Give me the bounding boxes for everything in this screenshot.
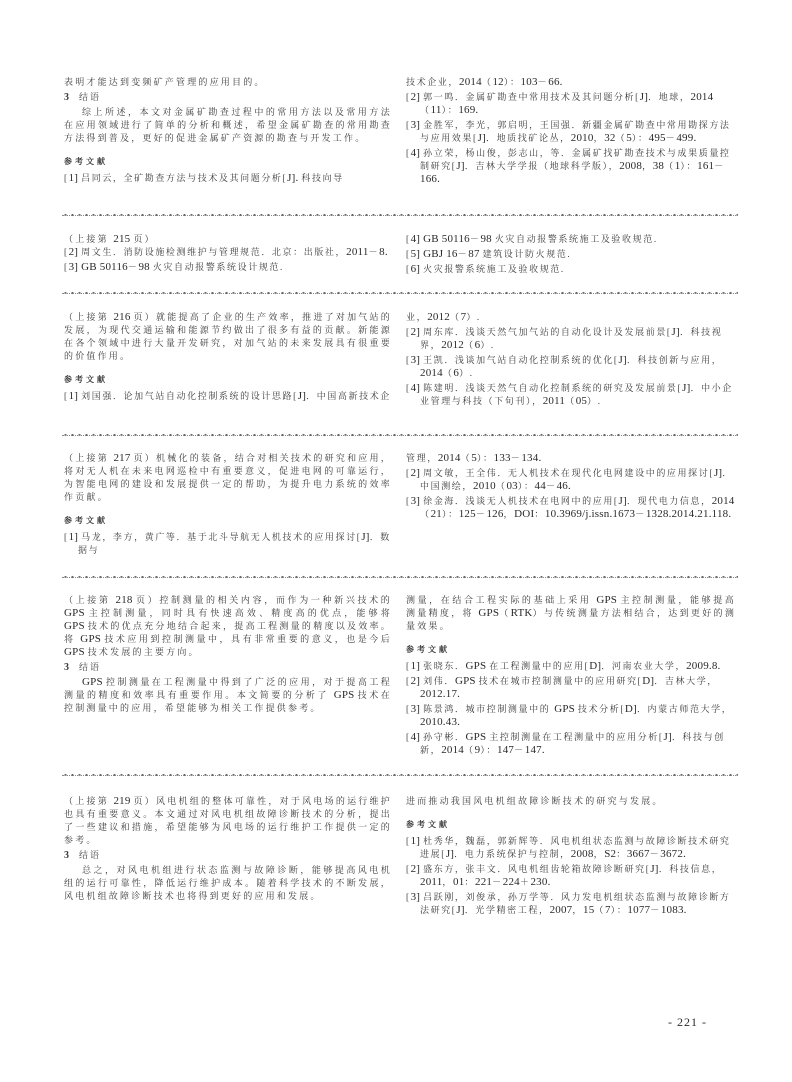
reference-item: [1] 吕同云，全矿勘查方法与技术及其问题分析[J]. 科技向导: [64, 172, 344, 184]
section-number: 3: [64, 92, 71, 103]
reference-item: 技术企业，2014（12）：103－66.: [406, 76, 563, 88]
reference-item: [2] 郭一鸣．金属矿勘查中常用技术及其问题分析[J]．地球，2014（11）：169.: [406, 91, 714, 116]
reference-item: [3] GB 50116－98 火灾自动报警系统设计规范.: [64, 261, 284, 273]
reference-item: [2] 周东库．浅谈天然气加气站的自动化设计及发展前景[J]．科技视界，2012（6）.: [406, 326, 723, 351]
body-paragraph: （上接第 215 页）: [64, 233, 156, 245]
body-paragraph: 表明才能达到变频矿产管理的应用目的。: [64, 77, 266, 87]
section-number: 3: [64, 850, 71, 861]
dotted-separator: [62, 432, 738, 438]
reference-item: [3] 吕跃刚，刘俊承，孙万学等．风力发电机组状态监测与故障诊断方法研究[J]．光学精密工程，2007，15（7）：1077－1083.: [406, 891, 731, 916]
reference-item: [2] 周文敏，王全伟．无人机技术在现代化电网建设中的应用探讨[J]．中国测绘，2010（03）：44－46.: [406, 467, 733, 492]
body-paragraph: 总之，对风电机组进行状态监测与故障诊断，能够提高风电机组的运行可靠性，降低运行维护成本。随着科学技术的不断发展，风电机组故障诊断技术也将得到更好的应用和发展。: [64, 865, 392, 901]
left-column: [64, 76, 392, 187]
left-column: [64, 311, 392, 405]
dotted-separator: [62, 290, 738, 296]
reference-item: 管理，2014（5）：133－134.: [406, 452, 542, 464]
reference-item: [6] 火灾报警系统施工及验收规范.: [406, 263, 565, 275]
reference-item: [5] GBJ 16－87 建筑设计防火规范.: [406, 248, 572, 260]
dotted-separator: [62, 772, 738, 778]
body-paragraph: （上接第 219 页）风电机组的整体可靠性，对于风电场的运行维护也具有重要意义。本文通过对风电机组故障诊断技术的分析，提出了一些建议和措施，希望能够为风电场的运行维护工作提供一定的参考。: [64, 795, 392, 845]
reference-item: [3] 王凯．浅谈加气站自动化控制系统的优化[J]．科技创新与应用，2014（6）.: [406, 354, 723, 379]
right-column: [406, 233, 736, 278]
body-paragraph: （上接第 216 页）就能提高了企业的生产效率，推进了对加气站的发展，为现代交通运输和能源节约做出了很多有益的贡献。新能源在各个领域中进行大量开发研究，对加气站的未来发展具有很重要的价值作用。: [64, 311, 392, 361]
dotted-separator: [62, 574, 738, 580]
body-paragraph: （上接第 218 页）控制测量的相关内容，而作为一种新兴技术的 GPS 主控制测量，同时具有快速高效、精度高的优点，能够将 GPS 技术的优点充分地结合起来，提高工程测量的精度以及效率。将 GPS 技术应用到控制测量中，具有非常重要的意义，也是今后 GPS 技术发展的主要方向。: [64, 594, 393, 658]
section-number: 3: [64, 662, 71, 673]
right-column: [406, 76, 736, 188]
reference-item: [2] 周文生．消防设施检测维护与管理规范．北京：出版社，2011－8.: [64, 246, 388, 258]
reference-item: [3] 陈景鸿．城市控制测量中的 GPS 技术分析[D]．内蒙古师范大学，2010.43.: [406, 703, 733, 728]
section-title: 结语: [79, 662, 102, 672]
reference-item: 业，2012（7）.: [406, 311, 481, 323]
reference-item: [1] 刘国强．论加气站自动化控制系统的设计思路[J]．中国高新技术企: [64, 390, 391, 402]
section-heading: [64, 849, 392, 862]
references-heading: 参考文献: [64, 157, 108, 166]
right-column: [406, 594, 736, 759]
reference-item: [2] 刘伟．GPS 技术在城市控制测量中的应用研究[D]．吉林大学，2012.17.: [406, 675, 718, 700]
references-heading: 参考文献: [64, 516, 108, 525]
body-paragraph: GPS 控制测量在工程测量中得到了广泛的应用，对于提高工程测量的精度和效率具有重要作用。本文简要的分析了 GPS 技术在控制测量中的应用，希望能够为相关工作提供参考。: [64, 676, 393, 713]
section-heading: [64, 661, 392, 674]
reference-item: [4] 孙立荣，杨山俊，彭志山，等．金属矿找矿勘查技术与成果质量控制研究[J]．吉林大学学报（地球科学版），2008，38（1）：161－166.: [406, 147, 731, 185]
left-column: [64, 233, 392, 276]
left-column: [64, 452, 392, 559]
body-paragraph: 进而推动我国风电机组故障诊断技术的研究与发展。: [406, 796, 664, 806]
dotted-separator: [62, 212, 738, 218]
reference-item: [4] 孙守彬．GPS 主控制测量在工程测量中的应用分析[J]．科技与创新，2014（9）：147－147.: [406, 731, 725, 756]
reference-item: [1] 马龙，李方，黄广等．基于北斗导航无人机技术的应用探讨[J]．数据与: [64, 531, 391, 555]
reference-item: [1] 张晓东．GPS 在工程测量中的应用[D]．河南农业大学，2009.8.: [406, 660, 721, 672]
right-column: [406, 795, 736, 919]
reference-item: [4] 陈建明．浅谈天然气自动化控制系统的研究及发展前景[J]．中小企业管理与科技（下旬刊），2011（05）.: [406, 382, 733, 407]
body-paragraph: 测量，在结合工程实际的基础上采用 GPS 主控制测量，能够提高测量精度，将 GPS（RTK）与传统测量方法相结合，达到更好的测量效果。: [406, 594, 737, 631]
section-heading: [64, 91, 392, 104]
left-column: [64, 795, 392, 903]
reference-item: [3] 徐金海．浅谈无人机技术在电网中的应用[J]．现代电力信息，2014（21）：125－126，DOI：10.3969/j.issn.1673－1328.2014.21.118.: [406, 495, 735, 520]
body-paragraph: 综上所述，本文对金属矿勘查过程中的常用方法以及常用方法在应用领域进行了简单的分析和概述，希望金属矿勘查的常用勘查方法得到普及，更好的促进金属矿产资源的勘查与开发工作。: [64, 107, 392, 143]
reference-item: [1] 杜秀华，魏磊，郭新辉等．风电机组状态监测与故障诊断技术研究进展[J]．电力系统保护与控制，2008，S2：3667－3672.: [406, 835, 731, 860]
reference-item: [3] 金胜军，李光，郭启明，王国强．新疆金属矿勘查中常用勘探方法与应用效果[J]．地质找矿论丛，2010，32（5）：495－499.: [406, 119, 731, 144]
references-heading: 参考文献: [64, 375, 108, 384]
reference-item: [2] 盛东方，张丰文．风电机组齿轮箱故障诊断研究[J]．科技信息，2011，01：221－224＋230.: [406, 863, 723, 888]
section-title: 结语: [79, 850, 102, 860]
section-title: 结语: [79, 92, 102, 102]
left-column: [64, 594, 392, 715]
references-heading: 参考文献: [406, 645, 450, 654]
right-column: [406, 311, 736, 410]
body-paragraph: （上接第 217 页）机械化的装备，结合对相关技术的研究和应用，将对无人机在未来电网巡检中有重要意义，促进电网的可靠运行，为智能电网的建设和发展提供一定的帮助，为提升电力系统的效率作贡献。: [64, 452, 392, 502]
reference-item: [4] GB 50116－98 火灾自动报警系统施工及验收规范.: [406, 233, 658, 245]
references-heading: 参考文献: [406, 820, 450, 829]
right-column: [406, 452, 736, 523]
page-number: - 221 -: [668, 1015, 707, 1029]
